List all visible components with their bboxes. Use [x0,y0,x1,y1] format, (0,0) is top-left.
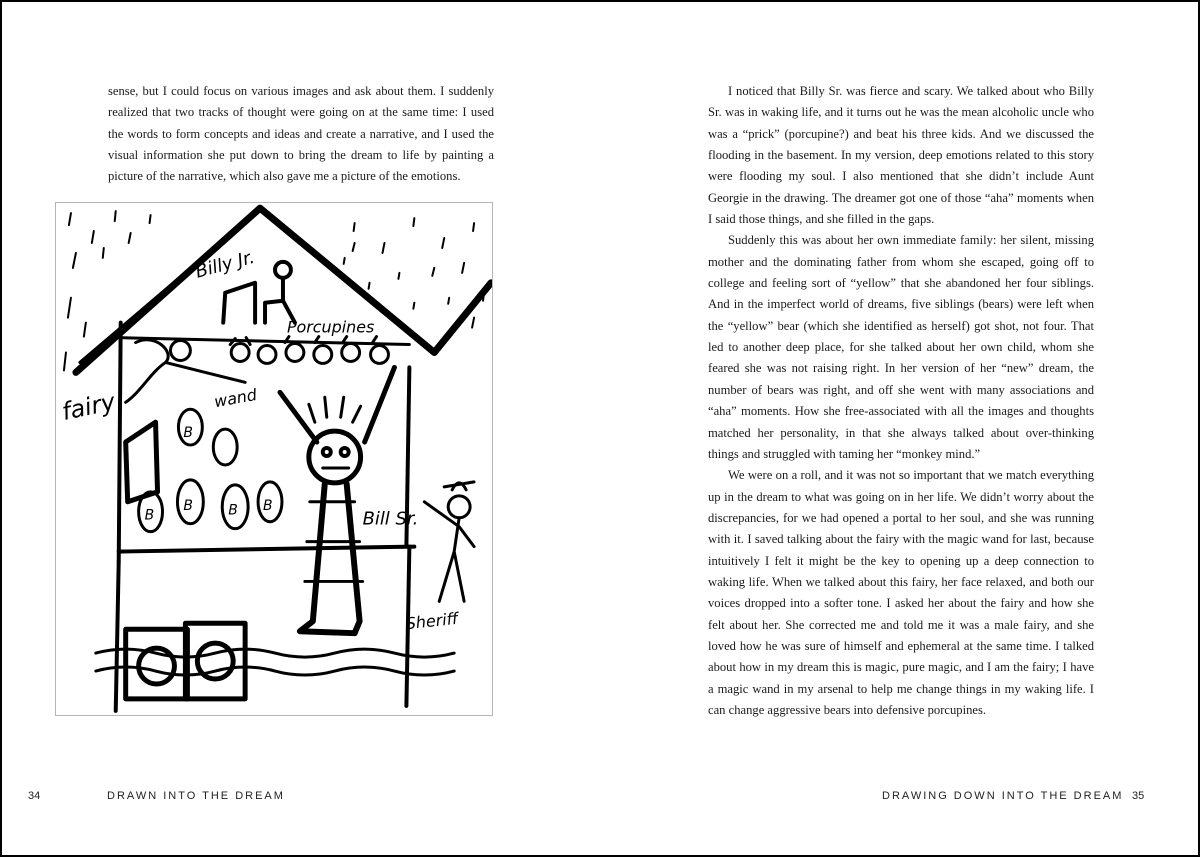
porcupines-label: Porcupines [286,317,375,337]
billy-sr-figure [280,367,394,633]
right-paragraph: I noticed that Billy Sr. was fierce and scary. We talked about who Billy Sr. was in waking life, and it turns out he was the mean alcoholic uncle who was a “prick” (porcupine?) and beat his three kids. And we discussed the flooding in the basement. In my version, deep emotions related to this story were flooding my soul. I also mentioned that she didn’t include Aunt Georgie in the drawing. The dreamer got one of those “aha” moments when I said those things, and she filled in the gaps. [708,84,1094,227]
right-paragraph: Suddenly this was about her own immediate family: her silent, missing mother and the dominating father from whom she escaped, going off to college and feeling sort of “yellow” that she abandoned her four siblings. And in the imperfect world of dreams, five siblings (bears) were left when the “yellow” bear (which she identified as herself) got shot, not four. That led to another deep place, for she talked about her own child, whom she feared she was not raising right. In her version of her “new” dream, the number of bears was right, and off she went with many associations and “aha” moments. How she free-associated with all the images and thoughts matched her personality, in that she always talked about over-thinking things and struggled with taming her “monkey mind.” [708,233,1094,461]
wand-label: wand [212,385,259,412]
bear-letter: B [183,425,193,442]
bear-letter: B [228,502,238,519]
bear-letter: B [144,507,155,524]
fairy-label: fairy [59,387,118,427]
right-running-head: DRAWING DOWN INTO THE DREAM [882,790,1124,802]
left-page-number: 34 [28,790,41,802]
billy-sr-label: Bill Sr. [362,508,419,530]
left-page [2,2,600,855]
left-running-head: DRAWN INTO THE DREAM [107,790,285,802]
washing-machines [126,623,245,699]
sheriff-figure [424,482,474,601]
left-paragraph: sense, but I could focus on various images and ask about them. I suddenly realized that two tracks of thought were going on at the same time: I used the words to form concepts and ideas and create a narrative, and I used the visual information she put down to bring the dream to life by painting a picture of the narrative, which also gave me a picture of the emotions. [108,84,494,184]
bear-letter: B [263,497,273,514]
right-page-number: 35 [1132,790,1145,802]
bears-group [139,409,282,531]
billy-jr-label: Billy Jr. [193,246,257,283]
sheriff-label: Sheriff [404,608,459,634]
right-paragraph: We were on a roll, and it was not so important that we match everything up in the dream to what was going on in her life. We didn’t worry about the discrepancies, for we had opened a portal to her soul, and she was running with it. I saved talking about the fairy with the magic wand for last, because intuitively I felt it might be the key to opening up a deep connection to waking life. When we talked about this fairy, her face relaxed, and both our voices dropped into a softer tone. I asked her about the fairy and how she felt about her. She corrected me and told me it was a male fairy, and she loved how he was sure of himself and ephemeral at the same time. I talked about how in my dream this is magic, pure magic, and I am the fairy; I have a magic wand in my arsenal to help me change things in my waking life. I can change aggressive bears into defensive porcupines. [708,468,1094,717]
bear-letter: B [183,497,193,514]
dream-sketch [56,203,492,715]
rain-marks [64,211,484,370]
right-page [600,2,1198,855]
dream-drawing-figure [55,202,493,716]
flood-water [96,649,454,675]
left-body-text [108,81,494,188]
right-body-text [708,81,1094,721]
